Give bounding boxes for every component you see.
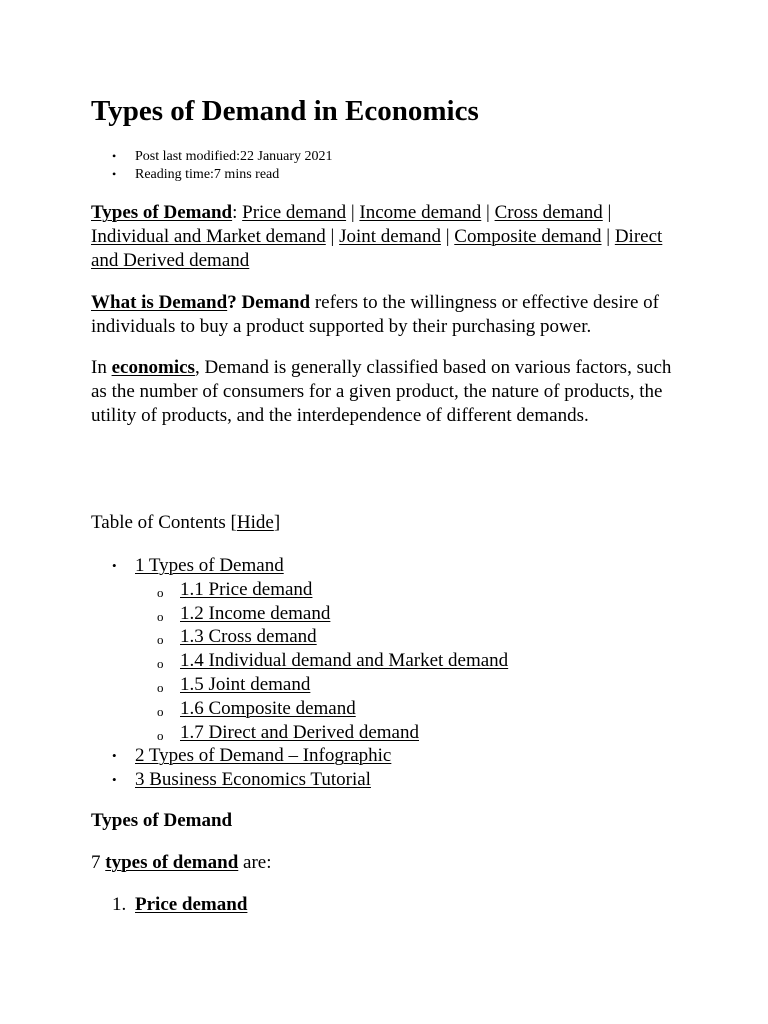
- economics-paragraph: In economics, Demand is generally classified based on various factors, such as the number of consumers for a given product, the nature of products, the utility of products, and the interdependence of different demands.: [91, 357, 672, 426]
- toc-link-infographic[interactable]: 2 Types of Demand – Infographic: [135, 745, 392, 767]
- link-composite-demand[interactable]: Composite demand: [454, 225, 602, 247]
- types-of-demand-lead-link[interactable]: Types of Demand: [91, 202, 233, 223]
- toc-item: [91, 578, 508, 602]
- list-item: [91, 893, 247, 917]
- toc-item: [91, 768, 508, 792]
- toc-link-joint-demand[interactable]: 1.5 Joint demand: [180, 673, 311, 695]
- link-joint-demand[interactable]: Joint demand: [339, 225, 441, 247]
- toc-link-composite-demand[interactable]: 1.6 Composite demand: [180, 697, 356, 719]
- types-ordered-list: [91, 893, 247, 917]
- types-of-demand-link[interactable]: types of demand: [105, 852, 239, 873]
- price-demand-link[interactable]: Price demand: [135, 894, 248, 915]
- types-count-line: 7 types of demand are:: [91, 852, 272, 873]
- link-individual-market-demand[interactable]: Individual and Market demand: [91, 225, 326, 247]
- toc-hide-toggle[interactable]: Hide: [236, 512, 274, 533]
- toc-item: [91, 649, 508, 673]
- toc-item: [91, 625, 508, 649]
- toc-item: [91, 673, 508, 697]
- toc-item: [91, 602, 508, 626]
- page-title: Types of Demand in Economics: [91, 95, 479, 127]
- post-meta: [91, 148, 333, 183]
- section-heading-types-of-demand: Types of Demand: [91, 810, 233, 831]
- toc-item: [91, 554, 508, 578]
- toc-link-direct-derived-demand[interactable]: 1.7 Direct and Derived demand: [180, 721, 419, 743]
- toc-link-income-demand[interactable]: 1.2 Income demand: [180, 602, 331, 624]
- list-number: 1.: [112, 894, 127, 915]
- toc-item: [91, 721, 508, 745]
- toc-title: Table of Contents [Hide]: [91, 512, 281, 533]
- toc-item: [91, 697, 508, 721]
- toc-link-individual-market-demand[interactable]: 1.4 Individual demand and Market demand: [180, 650, 509, 672]
- toc-link-cross-demand[interactable]: 1.3 Cross demand: [180, 626, 317, 648]
- what-is-demand-link[interactable]: What is Demand: [91, 292, 228, 313]
- post-last-modified: • Post last modified:22 January 2021: [91, 148, 333, 166]
- economics-link[interactable]: economics: [111, 357, 195, 378]
- what-is-demand-paragraph: What is Demand? Demand refers to the willingness or effective desire of individuals to buy a product supported by their purchasing power.: [91, 292, 659, 337]
- link-price-demand[interactable]: Price demand: [242, 202, 347, 223]
- toc-link-price-demand[interactable]: 1.1 Price demand: [180, 578, 313, 600]
- reading-time: • Reading time:7 mins read: [91, 166, 333, 184]
- toc-link-business-economics-tutorial[interactable]: 3 Business Economics Tutorial: [135, 769, 371, 791]
- table-of-contents: [91, 554, 508, 792]
- link-income-demand[interactable]: Income demand: [359, 202, 482, 223]
- link-cross-demand[interactable]: Cross demand: [494, 202, 603, 223]
- types-summary-paragraph: Types of Demand: Price demand | Income demand | Cross demand | Individual and Market demand | Joint demand | Composite demand | Direct and Derived demand: [91, 202, 663, 271]
- toc-item: [91, 744, 508, 768]
- link-direct-derived-demand[interactable]: Direct and Derived demand: [91, 225, 663, 271]
- toc-link-types-of-demand[interactable]: 1 Types of Demand: [135, 555, 284, 576]
